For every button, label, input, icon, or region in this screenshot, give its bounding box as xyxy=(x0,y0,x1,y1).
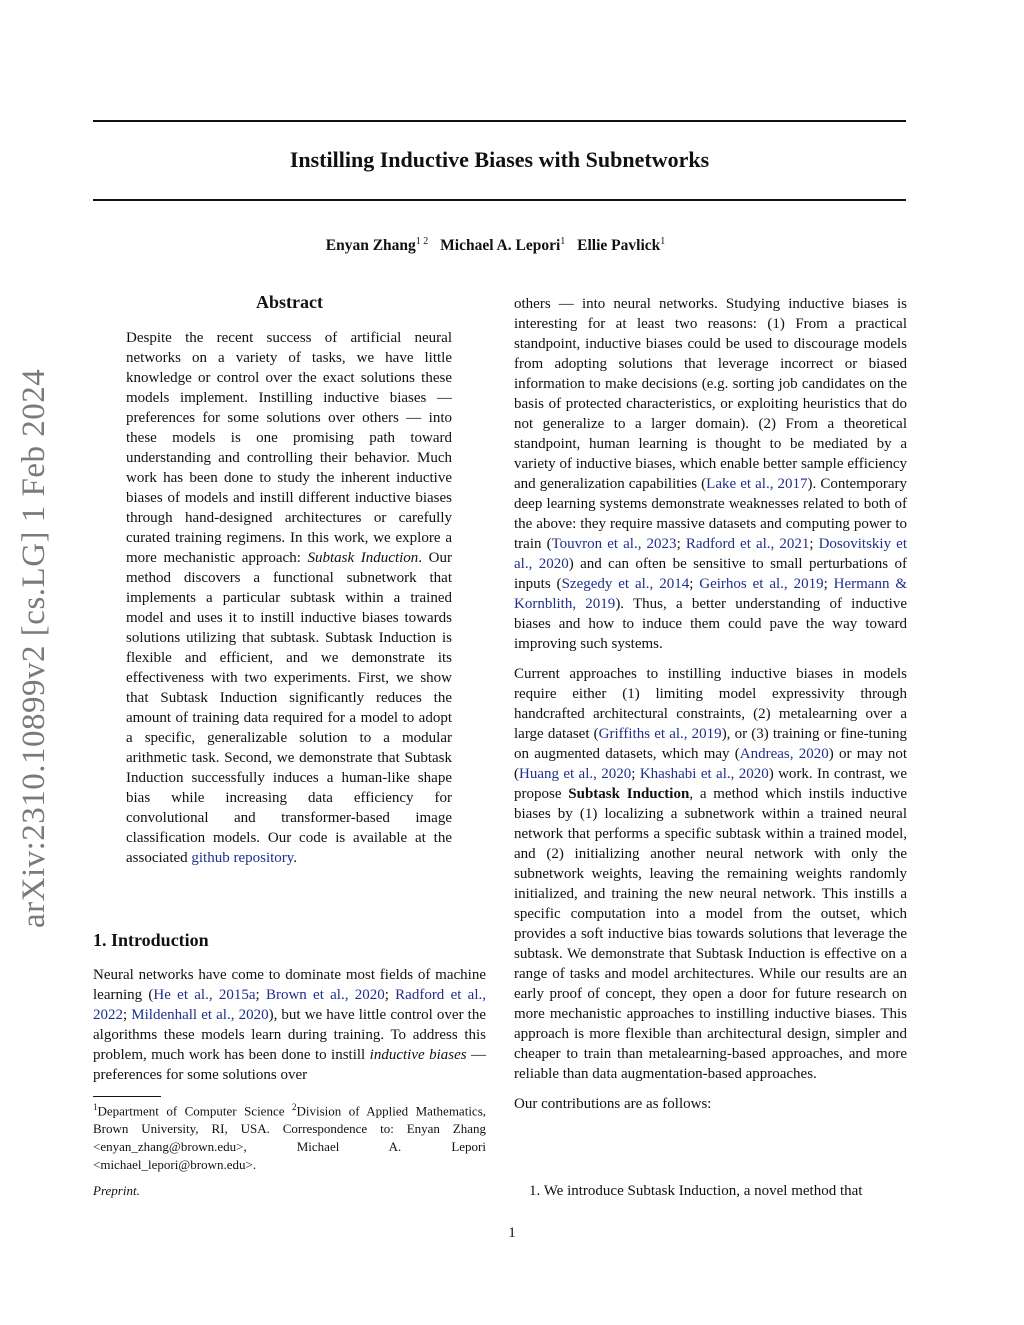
abstract-text: . xyxy=(293,850,298,866)
author-name: Enyan Zhang xyxy=(325,237,416,255)
body-emphasis: inductive biases xyxy=(369,1047,467,1063)
footnote-text: Department of Computer Science xyxy=(97,1103,292,1119)
citation-link[interactable]: Khashabi et al., 2020 xyxy=(639,766,769,782)
citation-link[interactable]: Brown et al., 2020 xyxy=(265,987,385,1003)
citation-link[interactable]: Lake et al., 2017 xyxy=(706,476,808,492)
body-text: ) and can often be sensitive to small perturbations of inputs ( xyxy=(514,556,907,592)
citation-link[interactable]: Radford et al., 2022 xyxy=(93,987,486,1023)
abstract-text: Despite the recent success of artificial neural networks on a variety of tasks, we have little knowledge or control over the exact solutions these models implement. Instilling inductive biases — preferences for some solutions over others — into these models is one promising path toward understanding and controlling their behavior. Much work has been done to study the inherent inductive biases of models and instill different inductive biases through hand-designed architectures or carefully curated training regimens. In this work, we explore a more mechanistic approach: xyxy=(126,330,452,566)
author-affiliation: 1 xyxy=(560,236,566,247)
citation-link[interactable]: Mildenhall et al., 2020 xyxy=(131,1007,269,1023)
abstract-text: . Our method discovers a functional subnetwork that implements a particular subtask within a trained model and uses it to instill inductive biases towards solutions utilizing that subtask. Subtask Induction is flexible and efficient, and we demonstrate its effectiveness with two experiments. First, we show that Subtask Induction significantly reduces the amount of training data required for a model to adopt a specific, generalizable solution to a modular arithmetic task. Second, we demonstrate that Subtask Induction successfully induces a human-like shape bias while increasing data efficiency for convolutional and transformer-based image classification models. Our code is available at the associated xyxy=(126,550,453,866)
author-list xyxy=(93,236,906,255)
title-bottom-rule xyxy=(93,199,906,201)
right-column xyxy=(514,294,907,1124)
footnote-marker: 2 xyxy=(291,1102,297,1112)
paper-title: Instilling Inductive Biases with Subnetworks xyxy=(289,147,710,172)
intro-paragraph-continued: others — into neural networks. Studying inductive biases is interesting for at least two reasons: (1) From a practical standpoint, inductive biases could be used to discourage models from adopting solutions that leverage incorrect or biased information to make decisions (e.g. sorting job candidates on the basis of protected characteristics, or exploiting heuristics that do not generalize to a larger domain). (2) From a theoretical standpoint, human learning is thought to be mediated by a variety of inductive biases, which enable better sample efficiency and generalization capabilities (Lake et al., 2017). Contemporary deep learning systems demonstrate weaknesses related to both of the above: they require massive datasets and computing power to train (Touvron et al., 2023; Radford et al., 2021; Dosovitskiy et al., 2020) and can often be sensitive to small perturbations of inputs (Szegedy et al., 2014; Geirhos et al., 2019; Hermann & Kornblith, 2019). Thus, a better understanding of inductive biases and how to induce them could pave the way toward improving such systems. xyxy=(514,296,908,652)
arxiv-identifier: arXiv:2310.10899v2 [cs.LG] 1 Feb 2024 xyxy=(16,368,52,928)
abstract-heading: Abstract xyxy=(256,292,323,312)
body-text: Current approaches to instilling inductive biases in models require either (1) limiting model expressivity through handcrafted architectural constraints, (2) metalearning over a large dataset ( xyxy=(514,666,907,742)
citation-link[interactable]: Radford et al., 2021 xyxy=(685,536,810,552)
citation-link[interactable]: Andreas, 2020 xyxy=(739,746,829,762)
body-text: others — into neural networks. Studying inductive biases is interesting for at least two reasons: (1) From a practical standpoint, inductive biases could be used to discourage models from adopting solutions that leverage incorrect or biased information to make decisions (e.g. sorting job candidates on the basis of protected characteristics, or exploiting heuristics that do not generalize to a larger domain). (2) From a theoretical standpoint, human learning is thought to be mediated by a variety of inductive biases, which enable better sample efficiency and generalization capabilities ( xyxy=(514,296,907,492)
author-name: Michael A. Lepori xyxy=(440,237,561,255)
citation-link[interactable]: He et al., 2015a xyxy=(153,987,256,1003)
citation-link[interactable]: Geirhos et al., 2019 xyxy=(699,576,824,592)
contribution-list-item: 1. We introduce Subtask Induction, a novel method that xyxy=(529,1183,863,1199)
citation-link[interactable]: Huang et al., 2020 xyxy=(519,766,632,782)
footnote-marker: 1 xyxy=(93,1102,98,1112)
introduction-paragraph xyxy=(93,965,486,1085)
citation-link[interactable]: Hermann & Kornblith, 2019 xyxy=(514,576,908,612)
body-text: ) work. In contrast, we propose xyxy=(514,766,908,802)
author-affiliation: 1 xyxy=(660,236,666,247)
body-text: ) or may not ( xyxy=(514,746,907,782)
body-text: Neural networks have come to dominate most fields of machine learning ( xyxy=(93,967,486,1003)
github-repository-link[interactable]: github repository xyxy=(191,850,294,866)
footnote-rule xyxy=(93,1096,161,1097)
method-name: Subtask Induction xyxy=(568,786,690,802)
citation-link[interactable]: Szegedy et al., 2014 xyxy=(561,576,690,592)
preprint-label: Preprint. xyxy=(93,1183,140,1198)
page-number: 1 xyxy=(508,1225,516,1241)
body-text: , a method which instils inductive biases by (1) localizing a subnetwork within a trained neural network that performs a specific subtask within a trained model, and (2) initializing another neural network with only the subnetwork weights, leaving the remaining weights randomly initialized, and training the new neural network. This instills a specific computation into a model from the outset, which provides a soft inductive bias towards solutions that leverage the subtask. We demonstrate that Subtask Induction is effective on a range of tasks and model architectures. While our results are an early proof of concept, they open a door for future research on more mechanistic approaches to instilling inductive biases. This approach is more flexible than architectural design, simpler and cheaper to train than metalearning-based approaches, and more reliable than data augmentation-based approaches. xyxy=(514,786,907,1082)
citation-link[interactable]: Griffiths et al., 2019 xyxy=(598,726,722,742)
citation-link[interactable]: Dosovitskiy et al., 2020 xyxy=(514,536,908,572)
body-text: — preferences for some solutions over xyxy=(93,1047,487,1083)
abstract-emphasis: Subtask Induction xyxy=(307,550,419,566)
top-rule xyxy=(93,120,906,122)
body-text: ), or (3) training or fine-tuning on augmented datasets, which may ( xyxy=(514,726,907,762)
body-text: ). Contemporary deep learning systems demonstrate weaknesses related to both of the above: they require massive datasets and computing power to train ( xyxy=(514,476,907,552)
body-text: ; xyxy=(384,987,396,1003)
body-text: ), but we have little control over the algorithms these models learn during training. To address this problem, much work has been done to instill xyxy=(93,1007,486,1063)
citation-link[interactable]: Touvron et al., 2023 xyxy=(551,536,677,552)
author-affiliation: 1 2 xyxy=(415,236,429,247)
footnote xyxy=(93,1098,486,1174)
approach-paragraph: Current approaches to instilling inductive biases in models require either (1) limiting model expressivity through handcrafted architectural constraints, (2) metalearning over a large dataset (Griffiths et al., 2019), or (3) training or fine-tuning on augmented datasets, which may (Andreas, 2020) or may not (Huang et al., 2020; Khashabi et al., 2020) work. In contrast, we propose Subtask Induction, a method which instils inductive biases by (1) localizing a subnetwork within a trained neural network that performs a specific subtask within a trained model, and (2) initializing another neural network with only the subnetwork weights, leaving the remaining weights randomly initialized, and training the new neural network. This instills a specific computation into a model from the outset, which provides a soft inductive bias towards solutions that leverage the subtask. We demonstrate that Subtask Induction is effective on a range of tasks and model architectures. While our results are an early proof of concept, they open a door for future research on more mechanistic approaches to instilling inductive biases. This approach is more flexible than architectural design, simpler and cheaper to train than metalearning-based approaches, and more reliable than data augmentation-based approaches. xyxy=(514,666,908,1082)
body-text: ). Thus, a better understanding of inductive biases and how to induce them could pave the way toward improving such systems. xyxy=(514,596,907,652)
body-text: ; xyxy=(123,1007,132,1023)
body-text: ; xyxy=(255,987,266,1003)
abstract-body xyxy=(126,328,452,868)
section-heading-introduction: 1. Introduction xyxy=(93,930,209,950)
contributions-intro: Our contributions are as follows: xyxy=(514,1096,712,1112)
footnote-text: Division of Applied Mathematics, Brown University, RI, USA. Correspondence to: Enyan Zhang <enyan_zhang@brown.edu>, Michael A. Lepori <michael_lepori@brown.edu>. xyxy=(93,1103,487,1173)
author-name: Ellie Pavlick xyxy=(577,237,661,255)
